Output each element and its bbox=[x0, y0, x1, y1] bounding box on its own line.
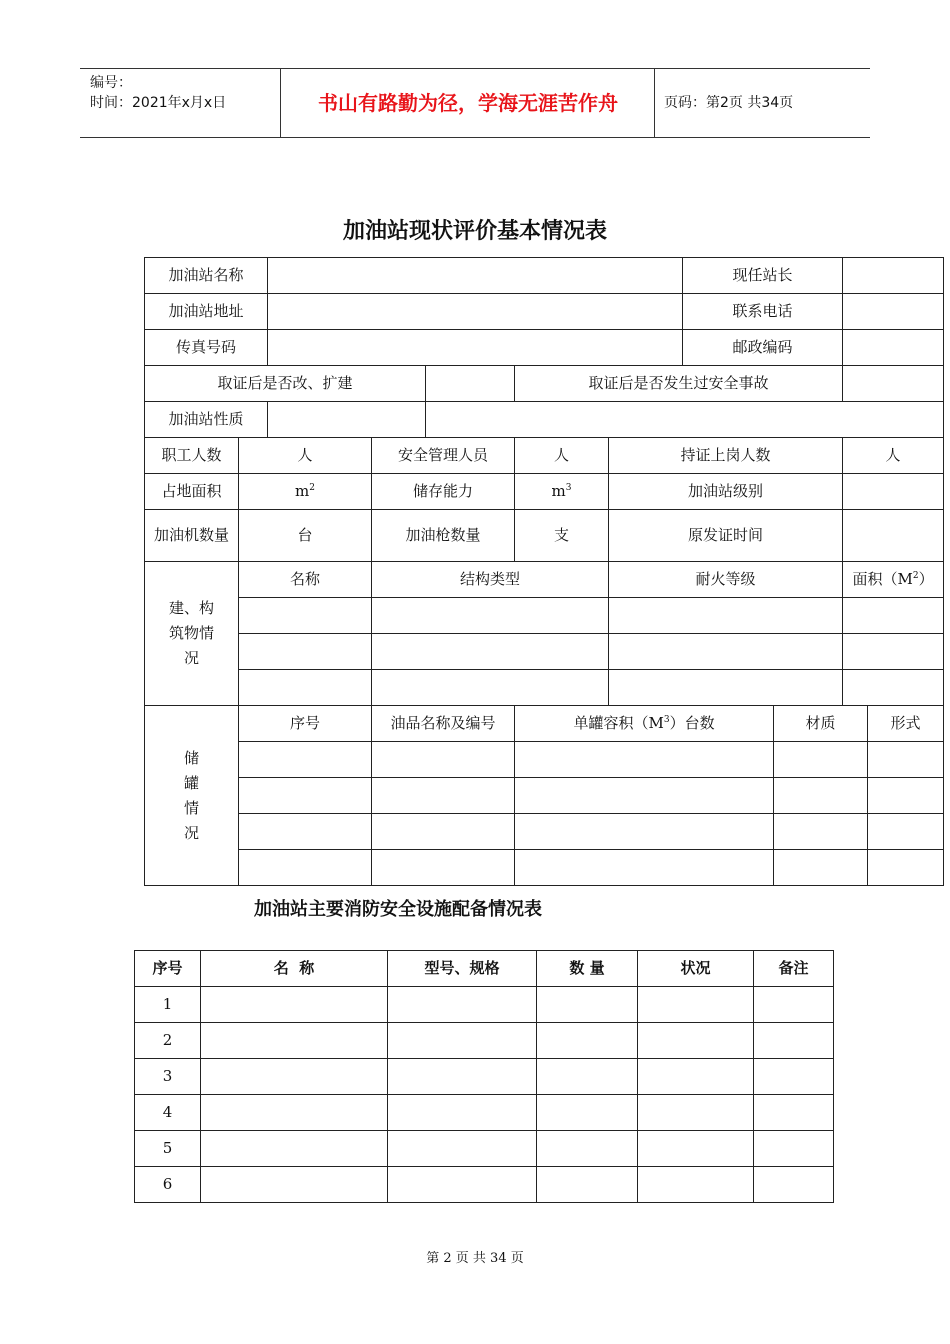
basic-info-table bbox=[144, 257, 944, 886]
postal-code-label: 邮政编码 bbox=[683, 330, 843, 366]
fax-label: 传真号码 bbox=[145, 330, 268, 366]
status-header: 状况 bbox=[638, 951, 754, 987]
accident-question-label: 取证后是否发生过安全事故 bbox=[515, 366, 843, 402]
table2-title: 加油站主要消防安全设施配备情况表 bbox=[254, 899, 542, 920]
original-cert-time-value[interactable] bbox=[843, 510, 944, 562]
tank-form-header: 形式 bbox=[868, 706, 944, 742]
header-meta bbox=[80, 69, 280, 137]
contact-phone-value[interactable] bbox=[843, 294, 944, 330]
table1-title: 加油站现状评价基本情况表 bbox=[342, 218, 607, 244]
table-row bbox=[135, 1059, 834, 1095]
current-manager-label: 现任站长 bbox=[683, 258, 843, 294]
row-seq: 2 bbox=[135, 1023, 201, 1059]
land-area-unit: $m^2$ bbox=[239, 474, 372, 510]
table-row bbox=[135, 1131, 834, 1167]
station-nature-value[interactable] bbox=[268, 402, 426, 438]
fire-safety-table bbox=[134, 950, 834, 1203]
row-seq: 4 bbox=[135, 1095, 201, 1131]
remarks-header: 备注 bbox=[754, 951, 834, 987]
station-nature-label: 加油站性质 bbox=[145, 402, 268, 438]
time-label: 时间：2021年x月x日 bbox=[90, 95, 227, 111]
building-structure-header: 结构类型 bbox=[372, 562, 609, 598]
nozzle-count-label: 加油枪数量 bbox=[372, 510, 515, 562]
header-motto: 书山有路勤为径，学海无涯苦作舟 bbox=[318, 91, 618, 115]
tank-row bbox=[145, 778, 944, 814]
tank-row bbox=[145, 742, 944, 778]
station-nature-extra[interactable] bbox=[426, 402, 944, 438]
staff-count-unit: 人 bbox=[239, 438, 372, 474]
number-label: 编号： bbox=[90, 75, 132, 91]
seq-header: 序号 bbox=[135, 951, 201, 987]
tank-oil-name-header: 油品名称及编号 bbox=[372, 706, 515, 742]
building-row bbox=[145, 670, 944, 706]
building-row bbox=[145, 598, 944, 634]
accident-question-value[interactable] bbox=[843, 366, 944, 402]
page-footer: 第 2 页 共 34 页 bbox=[426, 1251, 524, 1266]
postal-code-value[interactable] bbox=[843, 330, 944, 366]
expansion-question-label: 取证后是否改、扩建 bbox=[145, 366, 426, 402]
station-address-value[interactable] bbox=[268, 294, 683, 330]
station-name-label: 加油站名称 bbox=[145, 258, 268, 294]
safety-staff-unit: 人 bbox=[515, 438, 609, 474]
building-section-label: 建、构筑物情况 bbox=[145, 562, 239, 706]
storage-capacity-unit: $m^3$ bbox=[515, 474, 609, 510]
header-page-info: 页码：第2页 共34页 bbox=[664, 95, 794, 111]
row-seq: 5 bbox=[135, 1131, 201, 1167]
tank-row bbox=[145, 850, 944, 886]
fire-safety-header-row bbox=[135, 951, 834, 987]
tank-section-label: 储罐情况 bbox=[145, 706, 239, 886]
name-header: 名 称 bbox=[201, 951, 388, 987]
original-cert-time-label: 原发证时间 bbox=[609, 510, 843, 562]
row-seq: 3 bbox=[135, 1059, 201, 1095]
dispenser-count-label: 加油机数量 bbox=[145, 510, 239, 562]
table-row bbox=[135, 1095, 834, 1131]
row-seq: 1 bbox=[135, 987, 201, 1023]
table-row bbox=[135, 987, 834, 1023]
station-level-value[interactable] bbox=[843, 474, 944, 510]
model-header: 型号、规格 bbox=[388, 951, 537, 987]
quantity-header: 数 量 bbox=[537, 951, 638, 987]
station-address-label: 加油站地址 bbox=[145, 294, 268, 330]
building-fire-rating-header: 耐火等级 bbox=[609, 562, 843, 598]
staff-count-label: 职工人数 bbox=[145, 438, 239, 474]
station-level-label: 加油站级别 bbox=[609, 474, 843, 510]
storage-capacity-label: 储存能力 bbox=[372, 474, 515, 510]
building-row bbox=[145, 634, 944, 670]
land-area-label: 占地面积 bbox=[145, 474, 239, 510]
tank-seq-header: 序号 bbox=[239, 706, 372, 742]
certified-count-label: 持证上岗人数 bbox=[609, 438, 843, 474]
current-manager-value[interactable] bbox=[843, 258, 944, 294]
tank-row bbox=[145, 814, 944, 850]
nozzle-count-unit: 支 bbox=[515, 510, 609, 562]
fax-value[interactable] bbox=[268, 330, 683, 366]
expansion-question-value[interactable] bbox=[426, 366, 515, 402]
building-name-header: 名称 bbox=[239, 562, 372, 598]
table-row bbox=[135, 1023, 834, 1059]
tank-material-header: 材质 bbox=[774, 706, 868, 742]
page-header bbox=[80, 68, 870, 138]
tank-capacity-header: 单罐容积$(M^3)$台数 bbox=[515, 706, 774, 742]
header-divider bbox=[280, 69, 281, 137]
station-name-value[interactable] bbox=[268, 258, 683, 294]
header-divider bbox=[654, 69, 655, 137]
safety-staff-label: 安全管理人员 bbox=[372, 438, 515, 474]
row-seq: 6 bbox=[135, 1167, 201, 1203]
table-row bbox=[135, 1167, 834, 1203]
certified-count-unit: 人 bbox=[843, 438, 944, 474]
building-area-header: 面积$(M^2)$ bbox=[843, 562, 944, 598]
dispenser-count-unit: 台 bbox=[239, 510, 372, 562]
contact-phone-label: 联系电话 bbox=[683, 294, 843, 330]
